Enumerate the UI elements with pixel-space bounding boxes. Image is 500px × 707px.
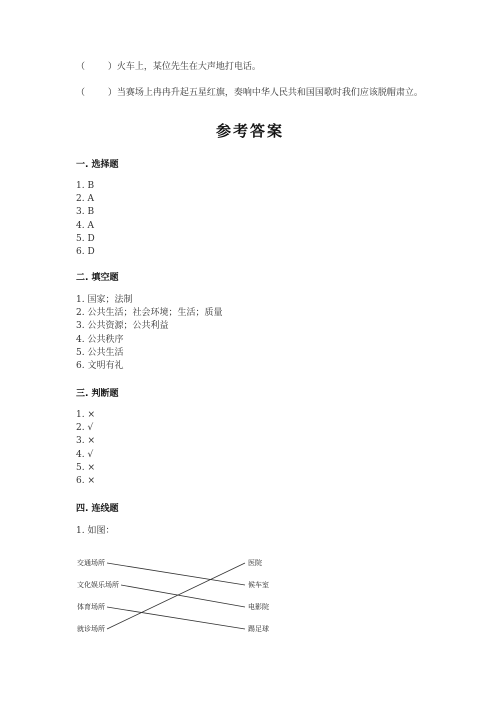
list-item: 1. B: [76, 181, 95, 191]
diagram-connector-line: [121, 585, 245, 607]
answer-blank: （ ）: [76, 62, 117, 72]
diagram-right-label: 电影院: [248, 603, 269, 611]
diagram-right-label: 候车室: [248, 581, 269, 589]
section-heading-choice: 一. 选择题: [76, 160, 119, 170]
list-item: 5. 公共生活: [76, 347, 124, 358]
diagram-left-label: 体育场所: [77, 603, 105, 611]
list-item: 1. 如图：: [76, 526, 115, 536]
diagram-left-label: 文化娱乐场所: [77, 581, 119, 589]
list-item: 2. A: [76, 194, 94, 205]
diagram-connector-line: [107, 563, 245, 629]
diagram-right-label: 医院: [248, 559, 262, 567]
list-item: 1. 国家；法制: [76, 295, 133, 305]
judge-answers: [76, 409, 95, 488]
list-item: 6. D: [76, 247, 95, 258]
list-item: 4. 公共秩序: [76, 334, 124, 345]
list-item: 4. A: [76, 220, 94, 231]
section-heading-fill: 二. 填空题: [76, 273, 119, 283]
question-1: [76, 60, 261, 75]
connect-answers: [76, 525, 114, 538]
diagram-left-label: 交通场所: [77, 559, 105, 567]
list-item: 3. ×: [76, 436, 95, 447]
section-heading-judge: 三. 判断题: [76, 389, 119, 399]
list-item: 3. 公共资源；公共利益: [76, 321, 169, 332]
list-item: 1. ×: [76, 410, 95, 420]
diagram-connector-line: [107, 563, 245, 585]
list-item: 2. √: [76, 423, 94, 434]
matching-diagram: [70, 552, 290, 642]
answer-key-title: 参考答案: [215, 122, 284, 140]
list-item: 6. ×: [76, 476, 95, 487]
list-item: 5. ×: [76, 462, 95, 473]
list-item: 5. D: [76, 233, 95, 244]
list-item: 2. 公共生活；社会环境；生活；质量: [76, 308, 223, 319]
diagram-left-label: 就诊场所: [77, 625, 105, 633]
fill-answers: [76, 294, 222, 373]
question-text: 当赛场上冉冉升起五星红旗，奏响中华人民共和国国歌时我们应该脱帽肃立。: [116, 88, 423, 98]
question-text: 火车上，某位先生在大声地打电话。: [116, 62, 261, 72]
choice-answers: [76, 180, 95, 259]
list-item: 3. B: [76, 207, 95, 218]
question-2: [76, 86, 436, 101]
diagram-right-label: 踢足球: [248, 625, 269, 633]
section-heading-connect: 四. 连线题: [76, 504, 119, 514]
diagram-connector-line: [107, 607, 245, 629]
list-item: 4. √: [76, 449, 94, 460]
list-item: 6. 文明有礼: [76, 361, 124, 372]
answer-blank: （ ）: [76, 88, 117, 98]
